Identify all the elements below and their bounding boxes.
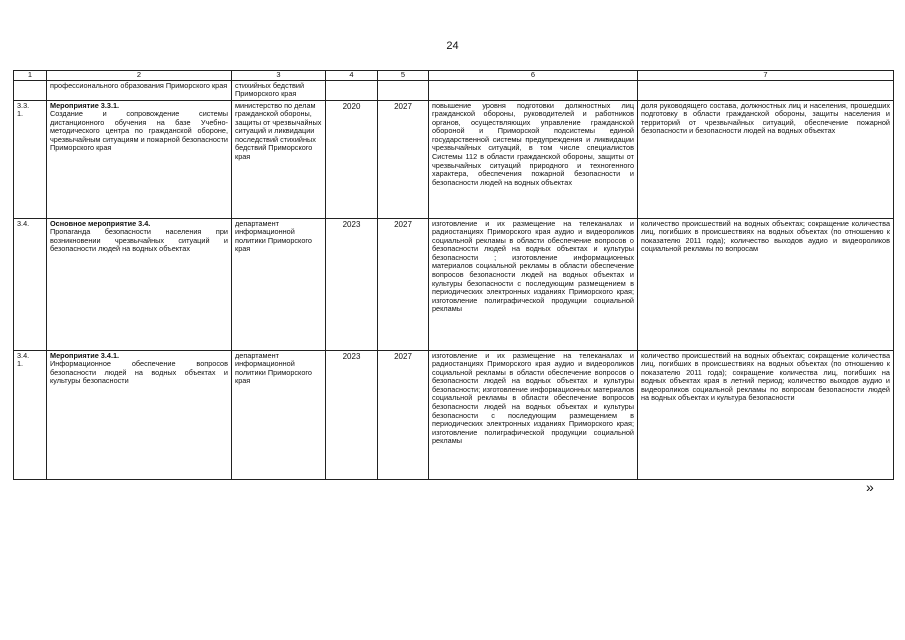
event-text: профессионального образования Приморского края bbox=[50, 80, 228, 90]
start-year: 2020 bbox=[326, 100, 378, 218]
column-number: 5 bbox=[378, 71, 429, 81]
end-year bbox=[378, 80, 429, 100]
executor-cell: департамент информационной политики Приморского края bbox=[232, 218, 326, 350]
event-text: Информационное обеспечение вопросов безопасности людей на водных объектах и культуры безопасности bbox=[50, 359, 228, 386]
table-row bbox=[14, 350, 894, 479]
column-number: 3 bbox=[232, 71, 326, 81]
column-number: 4 bbox=[326, 71, 378, 81]
program-table bbox=[13, 70, 894, 480]
result-cell: повышение уровня подготовки должностных лиц гражданской обороны, руководителей и работников органов, осуществляющих управление гражданской обороной и Приморской подсистемы единой государственной системы предупреждения и ликвидации чрезвычайных ситуаций, в том числе специалистов Системы 112 в области гражданской обороны, защиты от чрезвычайных ситуаций природного и техногенного характера, обеспечения пожарной безопасности и безопасности людей на водных объектах bbox=[429, 100, 638, 218]
column-number: 2 bbox=[47, 71, 232, 81]
result-cell bbox=[429, 80, 638, 100]
row-number: 3.4. bbox=[14, 218, 47, 350]
column-number: 1 bbox=[14, 71, 47, 81]
event-title: Мероприятие 3.4.1. bbox=[50, 350, 120, 360]
table-row bbox=[14, 100, 894, 218]
closing-quote-mark: » bbox=[866, 479, 874, 495]
row-number: 3.3. 1. bbox=[14, 100, 47, 218]
indicator-cell: количество происшествий на водных объектах; сокращение количества лиц, погибших в происшествиях на водных объектах (по отношению к показателю 2011 года); сокращение количества лиц, погибших на водных объектах края в летний период; количество выходов аудио и видеороликов социальной рекламы по вопросам безопасности людей на водных объектах и культура безопасности bbox=[638, 350, 894, 479]
column-number-row bbox=[14, 71, 894, 81]
page-number: 24 bbox=[446, 40, 459, 52]
executor-cell: стихийных бедствий Приморского края bbox=[232, 80, 326, 100]
start-year: 2023 bbox=[326, 350, 378, 479]
event-title: Мероприятие 3.3.1. bbox=[50, 100, 120, 110]
event-text: Создание и сопровождение системы дистанционного обучения на базе Учебно-методического центра по гражданской обороне, чрезвычайным ситуациям и пожарной безопасности Приморского края bbox=[50, 109, 228, 153]
executor-cell: департамент информационной политики Приморского края bbox=[232, 350, 326, 479]
table-row bbox=[14, 218, 894, 350]
executor-cell: министерство по делам гражданской обороны, защиты от чрезвычайных ситуаций и ликвидации последствий стихийных бедствий Приморского края bbox=[232, 100, 326, 218]
row-number: 3.4. 1. bbox=[14, 350, 47, 479]
row-number bbox=[14, 80, 47, 100]
column-number: 7 bbox=[638, 71, 894, 81]
column-number: 6 bbox=[429, 71, 638, 81]
indicator-cell: доля руководящего состава, должностных лиц и населения, прошедших подготовку в области гражданской обороны, защиты населения и территорий от чрезвычайных ситуаций, обеспечение пожарной безопасности и безопасности людей на водных объектах bbox=[638, 100, 894, 218]
event-title: Основное мероприятие 3.4. bbox=[50, 218, 151, 228]
result-cell: изготовление и их размещение на телеканалах и радиостанциях Приморского края аудио и видеороликов социальной рекламы в области обеспечение вопросов о безопасности людей на водных объектах и культуры безопасности ; изготовление информационных материалов социальной рекламы в области обеспечение вопросов безопасности людей на водных объектах и культуры безопасности с последующим размещением в периодических электронных изданиях Приморского края; изготовление полиграфической продукции социальной рекламы bbox=[429, 218, 638, 350]
table-row bbox=[14, 80, 894, 100]
indicator-cell: количество происшествий на водных объектах; сокращение количества лиц, погибших в происшествиях на водных объектах (по отношению к показателю 2011 года); количество выходов аудио и видеороликов социальной рекламы по вопросам bbox=[638, 218, 894, 350]
event-cell bbox=[47, 218, 232, 350]
end-year: 2027 bbox=[378, 350, 429, 479]
start-year bbox=[326, 80, 378, 100]
event-cell bbox=[47, 80, 232, 100]
start-year: 2023 bbox=[326, 218, 378, 350]
event-text: Пропаганда безопасности населения при возникновении чрезвычайных ситуаций и безопасности людей на водных объектах bbox=[50, 227, 228, 254]
event-cell bbox=[47, 350, 232, 479]
event-cell bbox=[47, 100, 232, 218]
end-year: 2027 bbox=[378, 218, 429, 350]
indicator-cell bbox=[638, 80, 894, 100]
end-year: 2027 bbox=[378, 100, 429, 218]
result-cell: изготовление и их размещение на телеканалах и радиостанциях Приморского края аудио и видеороликов социальной рекламы в области обеспечение вопросов о безопасности людей на водных объектах и культуры безопасности; изготовление информационных материалов социальной рекламы в области обеспечение вопросов безопасности людей на водных объектах и культуры безопасности с последующим размещением в периодических электронных изданиях Приморского края; изготовление полиграфической продукции социальной рекламы bbox=[429, 350, 638, 479]
